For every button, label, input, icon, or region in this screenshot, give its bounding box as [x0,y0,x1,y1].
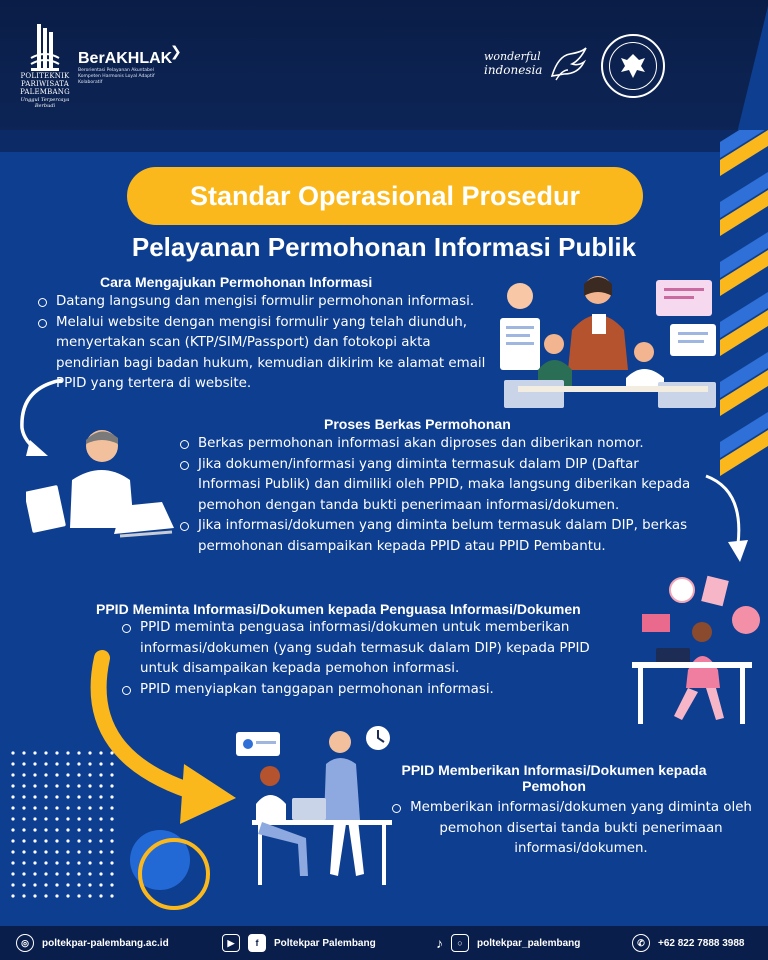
header-stripe [0,130,768,152]
two-people-desk-illustration [236,724,406,890]
institution-line-2: PARIWISATA [21,80,69,88]
footer-facebook-text: Poltekpar Palembang [274,937,376,949]
poltekpar-emblem-icon [27,22,63,72]
kementerian-seal [601,34,665,98]
globe-icon: ◎ [16,934,34,952]
list-item: Melalui website dengan mengisi formulir yang telah diunduh, menyertakan scan (KTP/SIM/Passport) dan fotokopi akta pendirian bagi badan hukum, kemudian dikirim ke alamat email PPID yang tertera di website. [38,313,498,395]
footer-social-text: poltekpar_palembang [477,937,581,949]
footer-facebook[interactable] [222,934,376,952]
person-thinking-illustration [26,424,176,544]
berakhlak-name: BerAKHLAK [78,50,173,67]
footer-website[interactable] [16,934,169,952]
list-item: Jika dokumen/informasi yang diminta termasuk dalam DIP (Daftar Informasi Publik) dan dimiliki oleh PPID, maka langsung diberikan kepada pemohon dengan tanda bukti penerimaan informasi/dokumen. [180,455,700,517]
sop-title-pill: Standar Operasional Prosedur [127,167,643,225]
footer-social[interactable] [436,934,580,952]
circle-decoration [122,814,218,918]
section-memberikan-title-line-1: PPID Memberikan Informasi/Dokumen kepada [401,762,707,778]
berakhlak-logo [78,44,182,86]
yellow-curved-arrow-icon [80,648,250,828]
section-proses-list [180,434,700,557]
list-item: Datang langsung dan mengisi formulir permohonan informasi. [38,292,498,313]
list-item: PPID menyiapkan tanggapan permohonan informasi. [122,680,622,701]
footer [0,926,768,960]
section-cara-title: Cara Mengajukan Permohonan Informasi [100,274,373,290]
list-item: PPID meminta penguasa informasi/dokumen untuk memberikan informasi/dokumen (yang sudah termasuk dalam DIP) kepada PPID untuk disampaikan kepada pemohon informasi. [122,618,622,680]
institution-line-1: POLITEKNIK [20,72,70,80]
facebook-icon: f [248,934,266,952]
main-title: Pelayanan Permohonan Informasi Publik [131,232,637,262]
section-meminta-title: PPID Meminta Informasi/Dokumen kepada Penguasa Informasi/Dokumen [96,601,581,617]
tiktok-icon: ♪ [436,935,443,951]
whatsapp-icon: ✆ [632,934,650,952]
list-item: Jika informasi/dokumen yang diminta belum termasuk dalam DIP, berkas permohonan disampaikan kepada PPID atau PPID Pembantu. [180,516,700,557]
footer-phone[interactable] [632,934,744,952]
berakhlak-subtitle: Berorientasi Pelayanan Akuntabel Kompeten Harmonis Loyal Adaptif Kolaboratif [78,68,155,85]
section-memberikan-title [380,762,728,794]
poltekpar-logo [18,22,72,109]
instagram-icon: ○ [451,934,469,952]
woman-at-desk-illustration [628,570,762,726]
curved-arrow-down-icon [700,470,750,566]
footer-website-text: poltekpar-palembang.ac.id [42,937,169,949]
garuda-seal-icon [603,36,663,96]
footer-phone-text: +62 822 7888 3988 [658,937,745,949]
wonderful-line-1: wonderful [484,50,541,63]
team-meeting-illustration [498,270,728,412]
section-memberikan-list [392,798,752,860]
chevron-right-icon: ❯ [170,44,182,60]
institution-line-3: PALEMBANG [20,88,70,96]
section-cara-list [38,292,498,395]
garuda-bird-icon [548,46,588,82]
wonderful-indonesia-logo [484,50,542,77]
list-item: Memberikan informasi/dokumen yang diminta oleh pemohon disertai tanda bukti penerimaan informasi/dokumen. [392,798,752,860]
list-item: Berkas permohonan informasi akan diproses dan diberikan nomor. [180,434,700,455]
youtube-icon: ▶ [222,934,240,952]
section-proses-title: Proses Berkas Permohonan [324,416,511,432]
wonderful-line-2: indonesia [484,63,543,77]
section-memberikan-title-line-2: Pemohon [522,778,586,794]
institution-tagline: Unggul Terpercaya Berbudi [20,97,70,109]
